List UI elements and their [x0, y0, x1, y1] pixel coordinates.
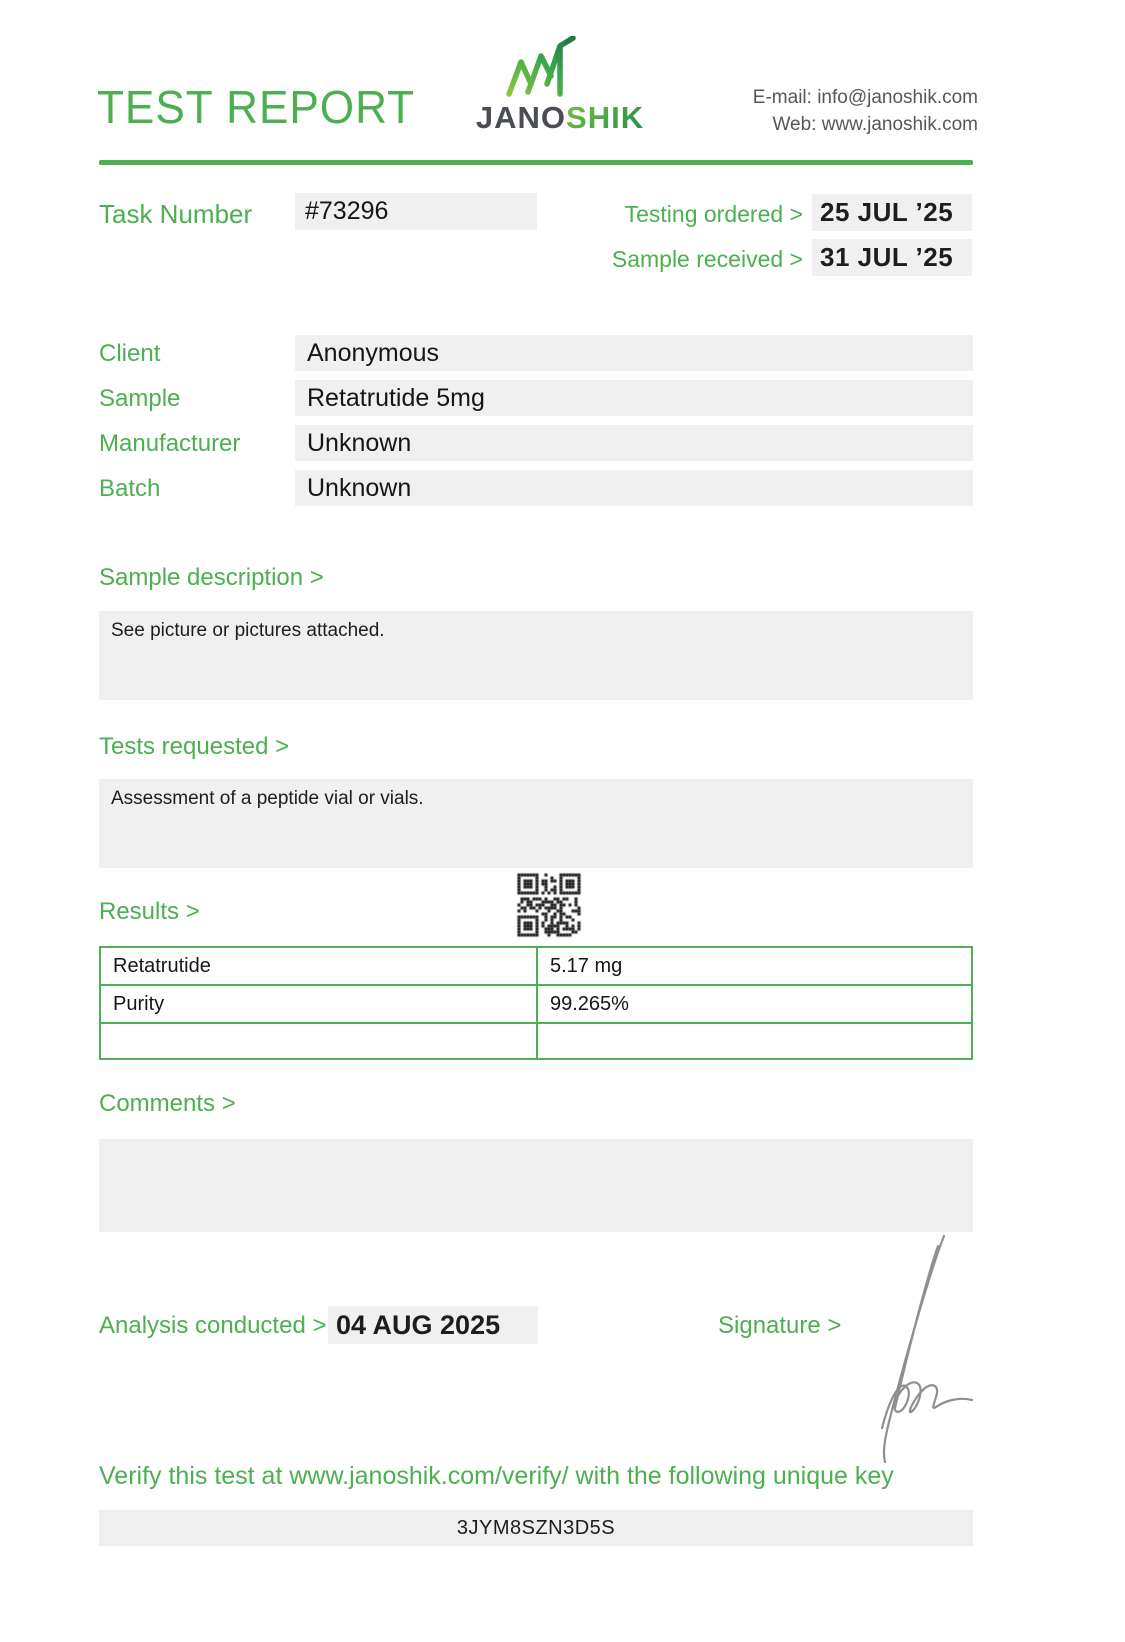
comments-heading: Comments > [99, 1090, 236, 1117]
janoshik-logo-wordmark [448, 100, 672, 136]
page-title: TEST REPORT [97, 81, 416, 133]
task-number-label: Task Number [99, 199, 253, 229]
results-row-name [101, 1024, 538, 1058]
manufacturer-label: Manufacturer [99, 430, 241, 457]
signature-scribble [848, 1232, 998, 1467]
batch-value: Unknown [295, 470, 973, 506]
results-row-name: Retatrutide [101, 948, 538, 986]
verify-instruction: Verify this test at www.janoshik.com/verify/ with the following unique key [99, 1462, 894, 1490]
contact-web: Web: www.janoshik.com [772, 114, 978, 135]
tests-requested-heading: Tests requested > [99, 733, 290, 760]
sample-description-heading: Sample description > [99, 564, 324, 591]
tests-requested-box: Assessment of a peptide vial or vials. [99, 779, 973, 868]
header-divider [99, 160, 973, 165]
manufacturer-value: Unknown [295, 425, 973, 461]
contact-block [753, 84, 978, 138]
unique-key: 3JYM8SZN3D5S [99, 1510, 973, 1546]
sample-description-box: See picture or pictures attached. [99, 611, 973, 700]
sample-value: Retatrutide 5mg [295, 380, 973, 416]
sample-received-date: 31 JUL ’25 [812, 239, 972, 276]
analysis-conducted-date: 04 AUG 2025 [328, 1306, 538, 1344]
sample-label: Sample [99, 385, 181, 412]
client-value: Anonymous [295, 335, 973, 371]
testing-ordered-label: Testing ordered > [624, 201, 803, 227]
results-row-value: 5.17 mg [538, 948, 971, 986]
sample-received-label: Sample received > [611, 246, 803, 272]
qr-code [516, 872, 582, 938]
task-number-value: #73296 [295, 193, 537, 230]
client-label: Client [99, 340, 161, 367]
logo-word-dark: JANO [475, 100, 567, 135]
results-row-value [538, 1024, 971, 1058]
analysis-conducted-label: Analysis conducted > [99, 1312, 327, 1339]
testing-ordered-date: 25 JUL ’25 [812, 194, 972, 231]
results-row-value: 99.265% [538, 986, 971, 1024]
results-heading: Results > [99, 898, 200, 925]
results-row-name: Purity [101, 986, 538, 1024]
batch-label: Batch [99, 475, 161, 502]
logo-word-green: SHIK [566, 100, 645, 135]
contact-email: E-mail: info@janoshik.com [752, 87, 978, 108]
comments-box [99, 1139, 973, 1232]
signature-label: Signature > [718, 1312, 842, 1339]
results-table [99, 946, 973, 1060]
janoshik-logo-icon [503, 36, 589, 98]
